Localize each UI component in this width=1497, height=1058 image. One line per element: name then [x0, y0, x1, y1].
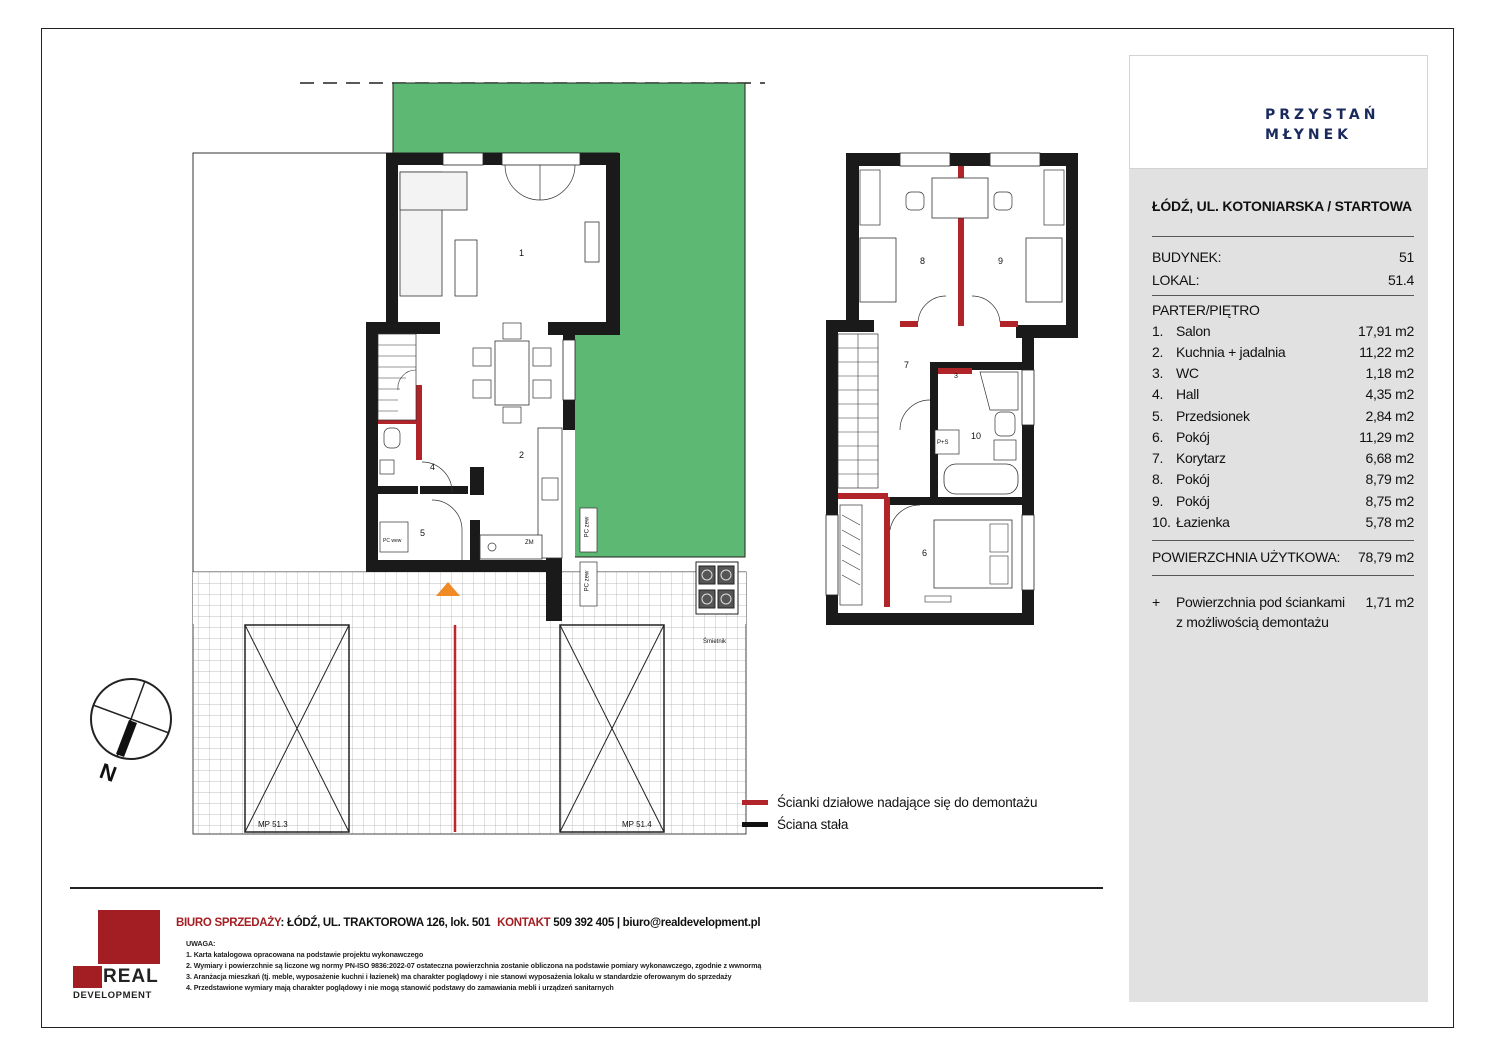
label-pg: P+S — [937, 440, 949, 446]
room-number: 2. — [1152, 344, 1164, 360]
room-number: 9. — [1152, 493, 1164, 509]
building-label: BUDYNEK: — [1152, 249, 1222, 265]
room-number: 8. — [1152, 471, 1164, 487]
room-area: 1,18 m2 — [1365, 365, 1414, 381]
north-arrow — [91, 679, 171, 759]
room-name: WC — [1176, 365, 1199, 381]
extra-area-sign: + — [1152, 594, 1160, 610]
extra-area-line2: z możliwością demontażu — [1176, 614, 1329, 630]
room-name: Pokój — [1176, 429, 1210, 445]
room-row — [1152, 514, 1414, 535]
legend-swatch-fixed — [742, 822, 768, 827]
room-row — [1152, 386, 1414, 407]
note-item: 3. Aranżacja mieszkań (tj. meble, wyposażenie kuchni i łazienek) ma charakter poglądowy i nie stanowi wyposażenia lokalu w standardzie oferowanym do sprzedaży — [186, 972, 732, 981]
building-row — [1152, 249, 1414, 265]
room-row — [1152, 408, 1414, 429]
room-name: Hall — [1176, 386, 1199, 402]
room-number: 3. — [1152, 365, 1164, 381]
notes-title: UWAGA: — [186, 939, 216, 948]
room-row — [1152, 365, 1414, 386]
divider — [1152, 236, 1414, 237]
extra-area-value: 1,71 m2 — [1365, 594, 1414, 610]
room-label-4: 4 — [430, 462, 436, 472]
room-number: 5. — [1152, 408, 1164, 424]
room-label-9: 9 — [998, 256, 1004, 266]
brand-name-line2: MŁYNEK — [1265, 127, 1353, 143]
room-area: 4,35 m2 — [1365, 386, 1414, 402]
label-parking-left: MP 51.3 — [258, 820, 288, 829]
label-pc-zew-2: PC zew — [584, 570, 591, 592]
room-number: 4. — [1152, 386, 1164, 402]
room-area: 11,29 m2 — [1359, 429, 1414, 445]
usable-area-row — [1152, 549, 1414, 565]
divider — [1152, 575, 1414, 576]
sales-office-contact — [176, 917, 760, 929]
room-label-1: 1 — [519, 248, 525, 258]
room-area: 5,78 m2 — [1365, 514, 1414, 530]
room-number: 7. — [1152, 450, 1164, 466]
label-pc-wew: PC wew — [383, 538, 402, 544]
legend-fixed-wall: Ściana stała — [777, 817, 849, 832]
room-name: Kuchnia + jadalnia — [1176, 344, 1286, 360]
usable-area-label: POWIERZCHNIA UŻYTKOWA: — [1152, 549, 1341, 565]
label-zm: ZM — [525, 540, 534, 546]
room-name: Salon — [1176, 323, 1211, 339]
office-label: BIURO SPRZEDAŻY — [176, 917, 281, 929]
room-label-2: 2 — [519, 450, 525, 460]
room-area: 17,91 m2 — [1358, 323, 1414, 339]
paving-strip — [193, 572, 746, 624]
address: ŁÓDŹ, UL. KOTONIARSKA / STARTOWA — [1152, 198, 1412, 214]
room-area: 8,75 m2 — [1365, 493, 1414, 509]
room-row — [1152, 471, 1414, 492]
note-item: 1. Karta katalogowa opracowana na podstawie projektu wykonawczego — [186, 950, 424, 959]
notes — [186, 938, 761, 993]
unit-value: 51.4 — [1387, 272, 1414, 288]
unit-label: LOKAL: — [1152, 272, 1200, 288]
brand-name — [1265, 105, 1379, 145]
room-name: Korytarz — [1176, 450, 1226, 466]
first-floor — [826, 153, 1078, 625]
room-name: Pokój — [1176, 493, 1210, 509]
room-label-3: 3 — [954, 373, 958, 380]
neighbour-outline — [193, 153, 393, 573]
extra-area-line1: Powierzchnia pod ściankami — [1176, 594, 1345, 610]
bin-area — [696, 562, 738, 614]
room-label-10: 10 — [971, 431, 982, 441]
legend-swatch-removable — [742, 800, 768, 805]
room-label-6: 6 — [922, 548, 928, 558]
room-number: 6. — [1152, 429, 1164, 445]
room-row — [1152, 493, 1414, 514]
divider — [1152, 540, 1414, 541]
floors-label: PARTER/PIĘTRO — [1152, 302, 1260, 318]
room-row — [1152, 429, 1414, 450]
room-area: 8,79 m2 — [1365, 471, 1414, 487]
label-pc-zew-1: PC zew — [584, 516, 591, 538]
room-label-5: 5 — [420, 528, 426, 538]
room-area: 11,22 m2 — [1359, 344, 1414, 360]
room-row — [1152, 450, 1414, 471]
contact-label: KONTAKT — [497, 917, 551, 929]
room-row — [1152, 344, 1414, 365]
building-value: 51 — [1399, 249, 1414, 265]
north-label: N — [96, 758, 120, 787]
room-area: 2,84 m2 — [1365, 408, 1414, 424]
note-item: 4. Przedstawione wymiary mają charakter poglądowy i nie mogą stanowić podstawy do zamawiania mebli i urządzeń sanitarnych — [186, 983, 614, 992]
office-address: : ŁÓDŹ, UL. TRAKTOROWA 126, lok. 501 — [280, 917, 491, 929]
room-name: Przedsionek — [1176, 408, 1250, 424]
contact-value: 509 392 405 | biuro@realdevelopment.pl — [553, 917, 761, 929]
label-bin: Śmietnik — [703, 639, 727, 645]
developer-name-line1: REAL — [103, 966, 159, 987]
label-parking-right: MP 51.4 — [622, 820, 652, 829]
developer-name-line2: DEVELOPMENT — [73, 990, 152, 1001]
legend-removable-walls: Ścianki działowe nadające się do demontażu — [777, 795, 1038, 810]
room-area: 6,68 m2 — [1365, 450, 1414, 466]
unit-row — [1152, 272, 1414, 288]
brand-name-line1: PRZYSTAŃ — [1265, 107, 1380, 123]
room-row — [1152, 323, 1414, 344]
room-number: 1. — [1152, 323, 1164, 339]
usable-area-value: 78,79 m2 — [1358, 549, 1414, 565]
footer-divider — [70, 887, 1103, 889]
room-name: Pokój — [1176, 471, 1210, 487]
divider — [1152, 295, 1414, 296]
room-label-7: 7 — [904, 360, 910, 370]
room-name: Łazienka — [1176, 514, 1230, 530]
room-number: 10. — [1152, 514, 1171, 530]
note-item: 2. Wymiary i powierzchnie są liczone wg normy PN-ISO 9836:2022-07 ostateczna powierzchnia zostanie obliczona na podstawie pomiary wykonawczego, zgodnie z wwnormą — [186, 961, 762, 970]
room-label-8: 8 — [920, 256, 926, 266]
